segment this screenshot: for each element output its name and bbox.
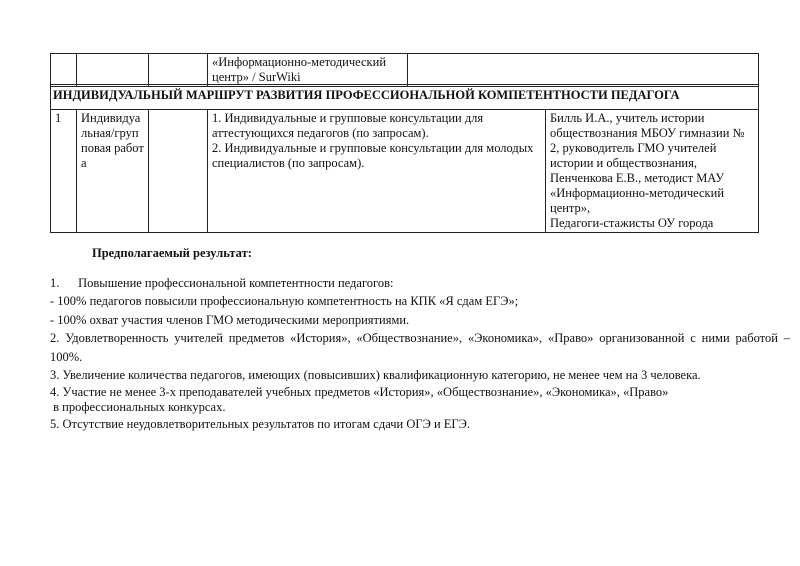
cell-number: 1 (51, 110, 77, 233)
section-title: ИНДИВИДУАЛЬНЫЙ МАРШРУТ РАЗВИТИЯ ПРОФЕССИОНАЛЬНОЙ КОМПЕТЕНТНОСТИ ПЕДАГОГА (51, 85, 759, 110)
content-item: 2. Индивидуальные и групповые консультации для молодых специалистов (по запросам). (212, 141, 534, 170)
result-item: 4. Участие не менее 3-х преподавателей учебных предметов «История», «Обществознание», «Экономика», «Право» (50, 384, 669, 399)
result-item: - 100% охват участия членов ГМО методическими мероприятиями. (50, 312, 410, 327)
result-item: 3. Увеличение количества педагогов, имеющих (повысивших) квалификационную категорию, не менее чем на 3 человека. (50, 368, 701, 382)
content-item: 1. Индивидуальные и групповые консультации для аттестующихся педагогов (по запросам). (212, 111, 484, 140)
cell-empty (51, 54, 77, 87)
responsible-text: Билль И.А., учитель истории обществознания МБОУ гимназии № 2, руководитель ГМО учителей истории и обществознания, (550, 111, 745, 170)
expected-results (50, 244, 790, 433)
result-item: в профессиональных конкурсах. (50, 399, 226, 414)
cell-empty (77, 54, 149, 87)
result-item: - 100% педагогов повысили профессиональную компетентность на КПК «Я сдам ЕГЭ»; (50, 294, 519, 308)
results-heading: Предполагаемый результат: (92, 246, 252, 260)
route-table (50, 53, 759, 87)
cell-responsible (546, 110, 759, 233)
cell-organizer: «Информационно-методический центр» / SurWiki (208, 54, 408, 87)
table-row (51, 54, 759, 87)
cell-form: Индивидуальная/групповая работа (77, 110, 149, 233)
section-title-row (51, 85, 759, 110)
result-item: 1. Повышение профессиональной компетентности педагогов: (50, 275, 394, 290)
responsible-text: Пенченкова Е.В., методист МАУ «Информационно-методический центр», (550, 171, 725, 215)
cell-empty (149, 54, 208, 87)
cell-content (208, 110, 546, 233)
route-table-main (50, 84, 759, 233)
result-item: 2. Удовлетворенность учителей предметов «История», «Обществознание», «Экономика», «Право» организованной с ними работой – 100%. (50, 331, 790, 364)
table-row (51, 110, 759, 233)
responsible-text: Педагоги-стажисты ОУ города (550, 216, 714, 230)
cell-empty (408, 54, 759, 87)
cell-empty (149, 110, 208, 233)
result-item: 5. Отсутствие неудовлетворительных результатов по итогам сдачи ОГЭ и ЕГЭ. (50, 416, 471, 431)
